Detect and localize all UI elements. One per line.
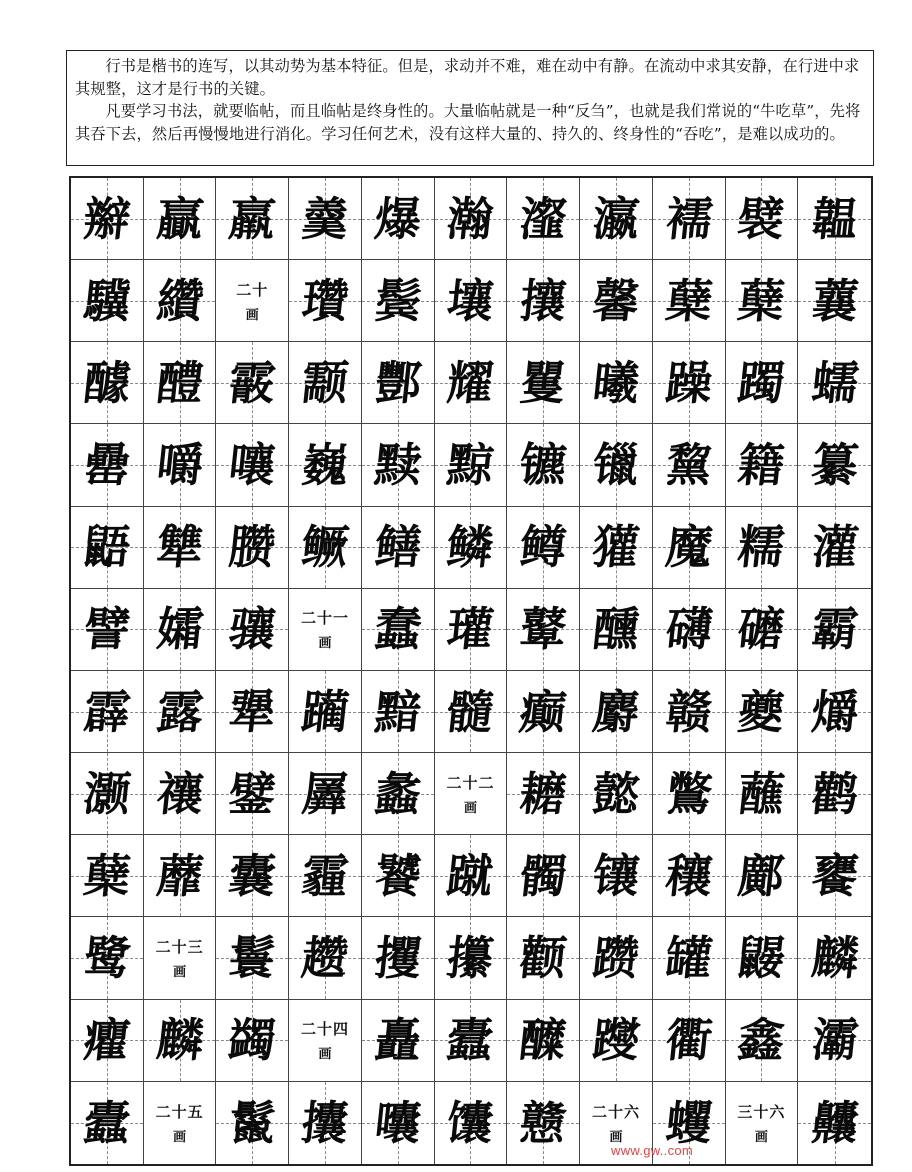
character-cell xyxy=(216,835,289,917)
character-cell xyxy=(580,178,653,260)
calligraphy-character: 醺 xyxy=(590,602,642,657)
character-cell xyxy=(726,178,799,260)
character-cell xyxy=(798,507,871,589)
calligraphy-character: 骧 xyxy=(226,602,279,657)
calligraphy-character: 灞 xyxy=(808,1013,861,1068)
calligraphy-character: 髑 xyxy=(517,848,570,903)
calligraphy-character: 麟 xyxy=(808,931,861,986)
character-cell xyxy=(507,178,580,260)
character-cell xyxy=(653,589,726,671)
character-cell xyxy=(216,753,289,835)
calligraphy-character: 醾 xyxy=(517,1013,570,1068)
calligraphy-character: 黥 xyxy=(444,438,497,493)
calligraphy-character: 蘖 xyxy=(735,273,788,328)
stroke-count-unit: 画 xyxy=(463,800,477,816)
character-cell xyxy=(362,753,435,835)
character-cell xyxy=(71,507,144,589)
calligraphy-character: 瓚 xyxy=(299,273,351,328)
calligraphy-character: 露 xyxy=(153,684,206,739)
stroke-count-label xyxy=(301,1018,349,1062)
character-cell xyxy=(798,589,871,671)
calligraphy-character: 犨 xyxy=(153,520,206,575)
character-cell xyxy=(362,424,435,506)
calligraphy-character: 醵 xyxy=(81,355,133,410)
stroke-count-label-cell xyxy=(289,589,362,671)
character-cell xyxy=(507,835,580,917)
character-cell xyxy=(653,917,726,999)
character-cell xyxy=(580,507,653,589)
character-cell xyxy=(362,917,435,999)
character-cell xyxy=(216,507,289,589)
character-cell xyxy=(653,753,726,835)
calligraphy-character: 鑫 xyxy=(735,1013,788,1068)
calligraphy-character: 蘸 xyxy=(735,766,788,821)
calligraphy-character: 瀣 xyxy=(517,191,570,246)
calligraphy-character: 羼 xyxy=(299,766,351,821)
calligraphy-character: 蘖 xyxy=(81,848,133,903)
stroke-count-number: 二十 xyxy=(236,280,269,299)
character-cell xyxy=(71,671,144,753)
character-cell xyxy=(507,753,580,835)
character-cell xyxy=(653,424,726,506)
calligraphy-character: 蠢 xyxy=(371,602,424,657)
calligraphy-character: 瀛 xyxy=(590,191,642,246)
calligraphy-character: 鷩 xyxy=(662,766,715,821)
calligraphy-character: 罐 xyxy=(662,931,715,986)
calligraphy-character: 颧 xyxy=(517,931,570,986)
character-cell xyxy=(71,753,144,835)
calligraphy-character: 衢 xyxy=(662,1013,715,1068)
calligraphy-character: 臜 xyxy=(226,520,279,575)
calligraphy-character: 鹭 xyxy=(81,931,133,986)
character-cell xyxy=(144,753,217,835)
character-cell xyxy=(289,671,362,753)
character-cell xyxy=(71,835,144,917)
character-cell xyxy=(507,424,580,506)
calligraphy-character: 鹳 xyxy=(808,766,861,821)
character-cell xyxy=(580,589,653,671)
calligraphy-character: 囊 xyxy=(226,848,279,903)
calligraphy-character: 瓘 xyxy=(444,602,497,657)
character-cell xyxy=(798,342,871,424)
calligraphy-character: 镳 xyxy=(517,438,570,493)
calligraphy-character: 黩 xyxy=(371,438,424,493)
calligraphy-character: 饕 xyxy=(371,848,424,903)
character-cell xyxy=(798,917,871,999)
character-cell xyxy=(362,260,435,342)
calligraphy-character: 壤 xyxy=(444,273,497,328)
calligraphy-character: 鼙 xyxy=(517,602,570,657)
character-cell xyxy=(71,589,144,671)
calligraphy-character: 癯 xyxy=(81,1013,133,1068)
character-cell xyxy=(144,671,217,753)
calligraphy-character: 獾 xyxy=(590,520,642,575)
calligraphy-character: 爆 xyxy=(371,191,424,246)
character-cell xyxy=(362,835,435,917)
character-cell xyxy=(144,589,217,671)
calligraphy-character: 耱 xyxy=(517,766,570,821)
stroke-count-unit: 画 xyxy=(754,1129,768,1145)
calligraphy-character: 蘖 xyxy=(662,273,715,328)
stroke-count-number: 二十二 xyxy=(446,773,495,792)
stroke-count-unit: 画 xyxy=(318,636,332,652)
stroke-count-label xyxy=(301,607,349,651)
character-cell xyxy=(289,178,362,260)
character-cell xyxy=(216,178,289,260)
calligraphy-character: 瀚 xyxy=(444,191,497,246)
character-cell xyxy=(507,342,580,424)
character-cell xyxy=(362,507,435,589)
calligraphy-character: 馕 xyxy=(444,1095,497,1150)
character-cell xyxy=(144,1000,217,1082)
calligraphy-character: 霾 xyxy=(299,848,351,903)
character-cell xyxy=(507,1000,580,1082)
calligraphy-character: 攘 xyxy=(517,273,570,328)
calligraphy-character: 馨 xyxy=(590,273,642,328)
calligraphy-character: 驥 xyxy=(81,273,133,328)
calligraphy-character: 鬟 xyxy=(226,931,279,986)
character-cell xyxy=(216,671,289,753)
calligraphy-character: 韞 xyxy=(808,191,861,246)
character-cell xyxy=(435,342,508,424)
character-cell xyxy=(726,671,799,753)
character-cell xyxy=(216,1000,289,1082)
calligraphy-character: 纂 xyxy=(808,438,861,493)
calligraphy-character: 耀 xyxy=(444,355,497,410)
character-cell xyxy=(71,917,144,999)
calligraphy-character: 躞 xyxy=(590,1013,642,1068)
character-cell xyxy=(435,671,508,753)
calligraphy-character: 襦 xyxy=(662,191,715,246)
character-cell xyxy=(507,507,580,589)
calligraphy-character: 鳟 xyxy=(517,520,570,575)
calligraphy-character: 巍 xyxy=(299,438,351,493)
character-cell xyxy=(653,1000,726,1082)
calligraphy-character: 囔 xyxy=(371,1095,424,1150)
calligraphy-character: 矗 xyxy=(371,1013,424,1068)
calligraphy-character: 麟 xyxy=(153,1013,206,1068)
character-cell xyxy=(216,1082,289,1164)
character-cell xyxy=(71,1082,144,1164)
calligraphy-character: 譬 xyxy=(81,602,133,657)
stroke-count-label xyxy=(156,936,204,980)
calligraphy-character: 爝 xyxy=(808,684,861,739)
character-cell xyxy=(653,835,726,917)
calligraphy-character: 灌 xyxy=(808,520,861,575)
stroke-count-number: 二十三 xyxy=(155,938,204,957)
stroke-count-label xyxy=(236,279,268,323)
calligraphy-character: 鳜 xyxy=(299,520,351,575)
calligraphy-character: 贏 xyxy=(153,191,206,246)
stroke-count-label xyxy=(446,772,494,816)
character-cell xyxy=(653,507,726,589)
character-cell xyxy=(71,260,144,342)
character-cell xyxy=(289,917,362,999)
calligraphy-character: 懿 xyxy=(590,766,642,821)
calligraphy-character: 孀 xyxy=(153,602,206,657)
character-cell xyxy=(580,835,653,917)
character-cell xyxy=(726,1000,799,1082)
calligraphy-character: 攮 xyxy=(299,1095,351,1150)
character-cell xyxy=(435,917,508,999)
stroke-count-unit: 画 xyxy=(173,965,187,981)
calligraphy-character: 礴 xyxy=(662,602,715,657)
intro-text-box xyxy=(66,50,874,166)
character-cell xyxy=(580,424,653,506)
calligraphy-character: 躁 xyxy=(662,355,715,410)
character-cell xyxy=(798,1000,871,1082)
calligraphy-character: 夔 xyxy=(735,684,788,739)
stroke-count-label-cell xyxy=(144,1082,217,1164)
character-cell xyxy=(362,589,435,671)
calligraphy-character: 赣 xyxy=(662,684,715,739)
character-cell xyxy=(289,1082,362,1164)
calligraphy-character: 霸 xyxy=(808,602,861,657)
watermark: www.gw..com xyxy=(611,1143,694,1158)
calligraphy-character: 鼹 xyxy=(735,931,788,986)
calligraphy-character: 罍 xyxy=(81,438,133,493)
calligraphy-character: 蠡 xyxy=(371,766,424,821)
stroke-count-number: 二十五 xyxy=(155,1102,204,1121)
character-cell xyxy=(71,424,144,506)
calligraphy-character: 礳 xyxy=(735,602,788,657)
character-cell xyxy=(726,589,799,671)
calligraphy-character: 黧 xyxy=(662,438,715,493)
character-cell xyxy=(216,589,289,671)
calligraphy-character: 躏 xyxy=(299,684,351,739)
character-cell xyxy=(289,753,362,835)
calligraphy-character: 攫 xyxy=(371,931,424,986)
stroke-count-label xyxy=(156,1101,204,1145)
calligraphy-character: 鬣 xyxy=(226,1095,279,1150)
intro-paragraph-1: 行书是楷书的连写，以其动势为基本特征。但是，求动并不难，难在动中有静。在流动中求其安静，在行进中求其规整，这才是行书的关键。 xyxy=(75,57,860,98)
calligraphy-character: 鄺 xyxy=(735,848,788,903)
calligraphy-character: 蠲 xyxy=(226,1013,279,1068)
character-cell xyxy=(653,342,726,424)
character-cell xyxy=(435,1082,508,1164)
character-cell xyxy=(144,342,217,424)
calligraphy-character: 纘 xyxy=(153,273,206,328)
calligraphy-character: 躅 xyxy=(735,355,788,410)
character-cell xyxy=(798,178,871,260)
character-cell xyxy=(362,178,435,260)
calligraphy-character: 髓 xyxy=(444,684,497,739)
character-cell xyxy=(435,835,508,917)
character-cell xyxy=(726,507,799,589)
stroke-count-label-cell xyxy=(144,917,217,999)
character-cell xyxy=(289,342,362,424)
calligraphy-character: 鳞 xyxy=(444,520,497,575)
calligraphy-character: 攥 xyxy=(444,931,497,986)
character-cell xyxy=(362,342,435,424)
character-cell xyxy=(144,178,217,260)
stroke-count-unit: 画 xyxy=(609,1129,623,1145)
calligraphy-character: 躜 xyxy=(590,931,642,986)
character-cell xyxy=(144,507,217,589)
calligraphy-character: 蘘 xyxy=(808,273,861,328)
calligraphy-character: 醴 xyxy=(153,355,206,410)
calligraphy-character: 鼯 xyxy=(81,520,133,575)
character-cell xyxy=(798,753,871,835)
calligraphy-character: 穰 xyxy=(662,848,715,903)
calligraphy-character: 戆 xyxy=(517,1095,570,1150)
stroke-count-number: 三十六 xyxy=(737,1102,786,1121)
calligraphy-character: 蹴 xyxy=(444,848,497,903)
stroke-count-number: 二十一 xyxy=(301,609,350,628)
calligraphy-character: 镶 xyxy=(590,848,642,903)
calligraphy-character: 癫 xyxy=(517,684,570,739)
calligraphy-character: 嚷 xyxy=(226,438,279,493)
calligraphy-character: 灏 xyxy=(81,766,133,821)
stroke-count-label-cell xyxy=(216,260,289,342)
character-cell xyxy=(507,1082,580,1164)
character-cell xyxy=(435,178,508,260)
calligraphy-character: 麝 xyxy=(590,684,642,739)
calligraphy-character: 曦 xyxy=(590,355,642,410)
calligraphy-character: 蠹 xyxy=(81,1095,133,1150)
character-cell xyxy=(144,835,217,917)
calligraphy-character: 鬓 xyxy=(371,273,424,328)
stroke-count-number: 二十六 xyxy=(591,1102,640,1121)
character-cell xyxy=(726,424,799,506)
calligraphy-character: 矍 xyxy=(517,355,570,410)
calligraphy-character: 嚼 xyxy=(153,438,206,493)
character-cell xyxy=(507,671,580,753)
character-cell xyxy=(726,753,799,835)
character-cell xyxy=(289,507,362,589)
character-cell xyxy=(362,1082,435,1164)
character-cell xyxy=(435,507,508,589)
character-cell xyxy=(71,178,144,260)
character-cell xyxy=(435,424,508,506)
calligraphy-character: 霹 xyxy=(81,684,133,739)
character-cell xyxy=(144,424,217,506)
calligraphy-character: 禳 xyxy=(153,766,206,821)
calligraphy-character: 霰 xyxy=(226,355,279,410)
character-cell xyxy=(580,1000,653,1082)
character-cell xyxy=(580,260,653,342)
character-cell xyxy=(580,671,653,753)
character-cell xyxy=(216,342,289,424)
calligraphy-character: 羸 xyxy=(226,191,279,246)
calligraphy-character: 蠹 xyxy=(444,1013,497,1068)
character-cell xyxy=(726,917,799,999)
character-cell xyxy=(580,917,653,999)
stroke-count-label-cell xyxy=(435,753,508,835)
calligraphy-character: 鐾 xyxy=(226,766,279,821)
calligraphy-character: 镴 xyxy=(590,438,642,493)
character-cell xyxy=(798,835,871,917)
character-cell xyxy=(726,342,799,424)
stroke-count-unit: 画 xyxy=(245,307,259,323)
calligraphy-character: 鳝 xyxy=(371,520,424,575)
calligraphy-character: 魔 xyxy=(662,520,715,575)
character-cell xyxy=(435,589,508,671)
character-cell xyxy=(435,1000,508,1082)
calligraphy-character: 黯 xyxy=(371,684,424,739)
stroke-count-label xyxy=(737,1101,785,1145)
character-cell xyxy=(726,835,799,917)
character-cell xyxy=(798,671,871,753)
character-cell xyxy=(798,1082,871,1164)
intro-paragraph-2: 凡要学习书法，就要临帖，而且临帖是终身性的。大量临帖就是一种“反刍”，也就是我们常说的“牛吃草”，先将其吞下去，然后再慢慢地进行消化。学习任何艺术，没有这样大量的、持久的、终身性的“吞吃”，是难以成功的。 xyxy=(75,102,861,143)
calligraphy-character: 籍 xyxy=(735,438,788,493)
character-cell xyxy=(798,260,871,342)
stroke-count-number: 二十四 xyxy=(301,1020,350,1039)
character-cell xyxy=(216,424,289,506)
calligraphy-character: 蠕 xyxy=(808,355,861,410)
character-cell xyxy=(798,424,871,506)
calligraphy-character: 颥 xyxy=(299,355,351,410)
stroke-count-unit: 画 xyxy=(173,1129,187,1145)
calligraphy-character: 糯 xyxy=(735,520,788,575)
character-cell xyxy=(71,342,144,424)
calligraphy-character: 酆 xyxy=(371,355,424,410)
character-cell xyxy=(507,589,580,671)
character-cell xyxy=(289,424,362,506)
calligraphy-character: 趱 xyxy=(299,931,351,986)
character-cell xyxy=(216,917,289,999)
character-cell xyxy=(289,835,362,917)
character-cell xyxy=(580,342,653,424)
calligraphy-character: 饔 xyxy=(808,848,861,903)
character-cell xyxy=(726,260,799,342)
character-cell xyxy=(71,1000,144,1082)
character-cell xyxy=(653,178,726,260)
stroke-count-unit: 画 xyxy=(318,1047,332,1063)
character-practice-grid xyxy=(69,176,873,1166)
calligraphy-character: 齉 xyxy=(808,1095,861,1150)
calligraphy-character: 犟 xyxy=(226,684,279,739)
calligraphy-character: 辮 xyxy=(81,191,133,246)
character-cell xyxy=(362,671,435,753)
character-cell xyxy=(507,917,580,999)
character-cell xyxy=(580,753,653,835)
calligraphy-character: 蘼 xyxy=(153,848,206,903)
character-cell xyxy=(653,260,726,342)
calligraphy-character: 羹 xyxy=(299,191,351,246)
calligraphy-character: 蠼 xyxy=(662,1095,715,1150)
character-cell xyxy=(362,1000,435,1082)
character-cell xyxy=(507,260,580,342)
character-cell xyxy=(144,260,217,342)
calligraphy-character: 襞 xyxy=(735,191,788,246)
character-cell xyxy=(653,671,726,753)
stroke-count-label xyxy=(592,1101,640,1145)
stroke-count-label-cell xyxy=(726,1082,799,1164)
character-cell xyxy=(289,260,362,342)
stroke-count-label-cell xyxy=(289,1000,362,1082)
character-cell xyxy=(435,260,508,342)
